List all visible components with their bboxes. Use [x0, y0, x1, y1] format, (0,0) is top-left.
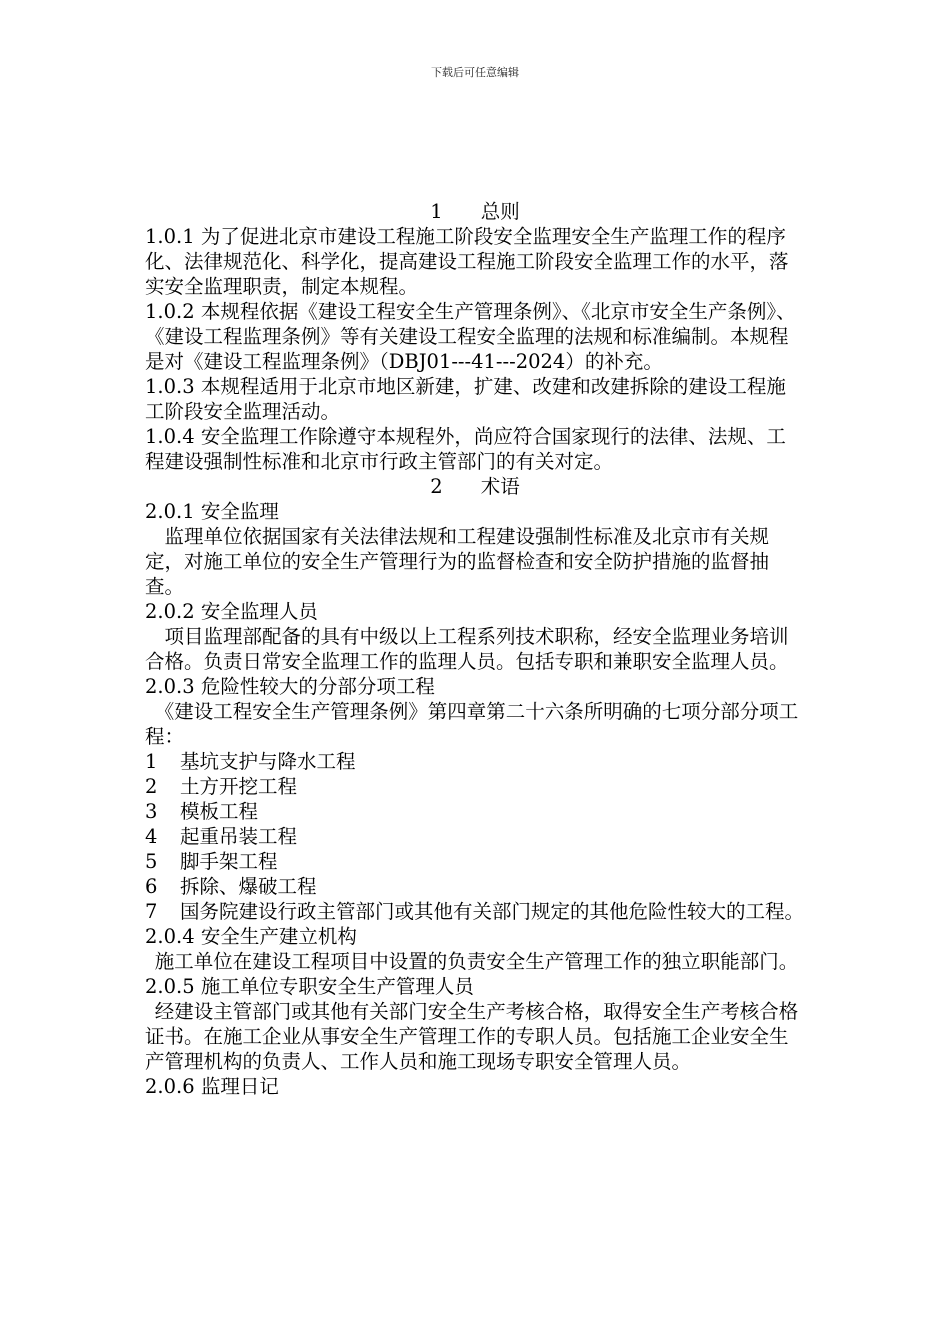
list-item-number: 3: [145, 800, 158, 823]
list-item-text: 国务院建设行政主管部门或其他有关部门规定的其他危险性较大的工程。: [180, 900, 805, 923]
term-title-2-0-6: 2.0.6 监理日记: [145, 1075, 279, 1098]
term-body-2-0-3: 《建设工程安全生产管理条例》第四章第二十六条所明确的七项分部分项工程：: [145, 700, 799, 748]
hazard-list: [145, 749, 805, 924]
list-item-text: 脚手架工程: [180, 850, 278, 873]
list-item: [145, 874, 805, 899]
list-item-number: 5: [145, 850, 158, 873]
section-number: 2: [430, 475, 443, 498]
list-item-text: 拆除、爆破工程: [180, 875, 317, 898]
term-title-2-0-1: 2.0.1 安全监理: [145, 500, 279, 523]
page-header: 下载后可任意编辑: [431, 66, 519, 79]
term-body-2-0-4: 施工单位在建设工程项目中设置的负责安全生产管理工作的独立职能部门。: [154, 950, 799, 973]
list-item-text: 模板工程: [180, 800, 259, 823]
term-title-2-0-5: 2.0.5 施工单位专职安全生产管理人员: [145, 975, 474, 998]
list-item-text: 土方开挖工程: [180, 775, 298, 798]
section-title: 总则: [480, 200, 520, 223]
list-item: [145, 799, 805, 824]
list-item-number: 1: [145, 750, 158, 773]
paragraph-1-0-2: 1.0.2 本规程依据《建设工程安全生产管理条例》、《北京市安全生产条例》、《建设工程监理条例》等有关建设工程安全监理的法规和标准编制。本规程是对《建设工程监理条例》（DBJ01---41---2024）的补充。: [145, 300, 796, 373]
list-item-text: 基坑支护与降水工程: [180, 750, 356, 773]
list-item: [145, 899, 805, 924]
term-body-2-0-1: 监理单位依据国家有关法律法规和工程建设强制性标准及北京市有关规定，对施工单位的安全生产管理行为的监督检查和安全防护措施的监督抽查。: [145, 525, 770, 598]
term-body-2-0-5: 经建设主管部门或其他有关部门安全生产考核合格，取得安全生产考核合格证书。在施工企业从事安全生产管理工作的专职人员。包括施工企业安全生产管理机构的负责人、工作人员和施工现场专职安全管理人员。: [145, 1000, 799, 1073]
section-title: 术语: [480, 475, 520, 498]
paragraph-1-0-3: 1.0.3 本规程适用于北京市地区新建，扩建、改建和改建拆除的建设工程施工阶段安全监理活动。: [145, 375, 786, 423]
term-body-2-0-2: 项目监理部配备的具有中级以上工程系列技术职称，经安全监理业务培训合格。负责日常安全监理工作的监理人员。包括专职和兼职安全监理人员。: [145, 625, 789, 673]
section-heading-terms: [145, 474, 805, 499]
paragraph-1-0-1: 1.0.1 为了促进北京市建设工程施工阶段安全监理安全生产监理工作的程序化、法律规范化、科学化，提高建设工程施工阶段安全监理工作的水平，落实安全监理职责，制定本规程。: [145, 225, 789, 298]
term-title-2-0-4: 2.0.4 安全生产建立机构: [145, 925, 357, 948]
list-item-number: 4: [145, 825, 158, 848]
list-item-number: 6: [145, 875, 158, 898]
section-heading-general: [145, 199, 805, 224]
section-number: 1: [430, 200, 443, 223]
term-title-2-0-3: 2.0.3 危险性较大的分部分项工程: [145, 675, 435, 698]
list-item: [145, 824, 805, 849]
list-item-text: 起重吊装工程: [180, 825, 298, 848]
paragraph-1-0-4: 1.0.4 安全监理工作除遵守本规程外，尚应符合国家现行的法律、法规、工程建设强制性标准和北京市行政主管部门的有关对定。: [145, 425, 786, 473]
list-item: [145, 849, 805, 874]
list-item: [145, 749, 805, 774]
list-item: [145, 774, 805, 799]
list-item-number: 7: [145, 900, 158, 923]
document-body: [145, 199, 805, 1099]
list-item-number: 2: [145, 775, 158, 798]
term-title-2-0-2: 2.0.2 安全监理人员: [145, 600, 318, 623]
